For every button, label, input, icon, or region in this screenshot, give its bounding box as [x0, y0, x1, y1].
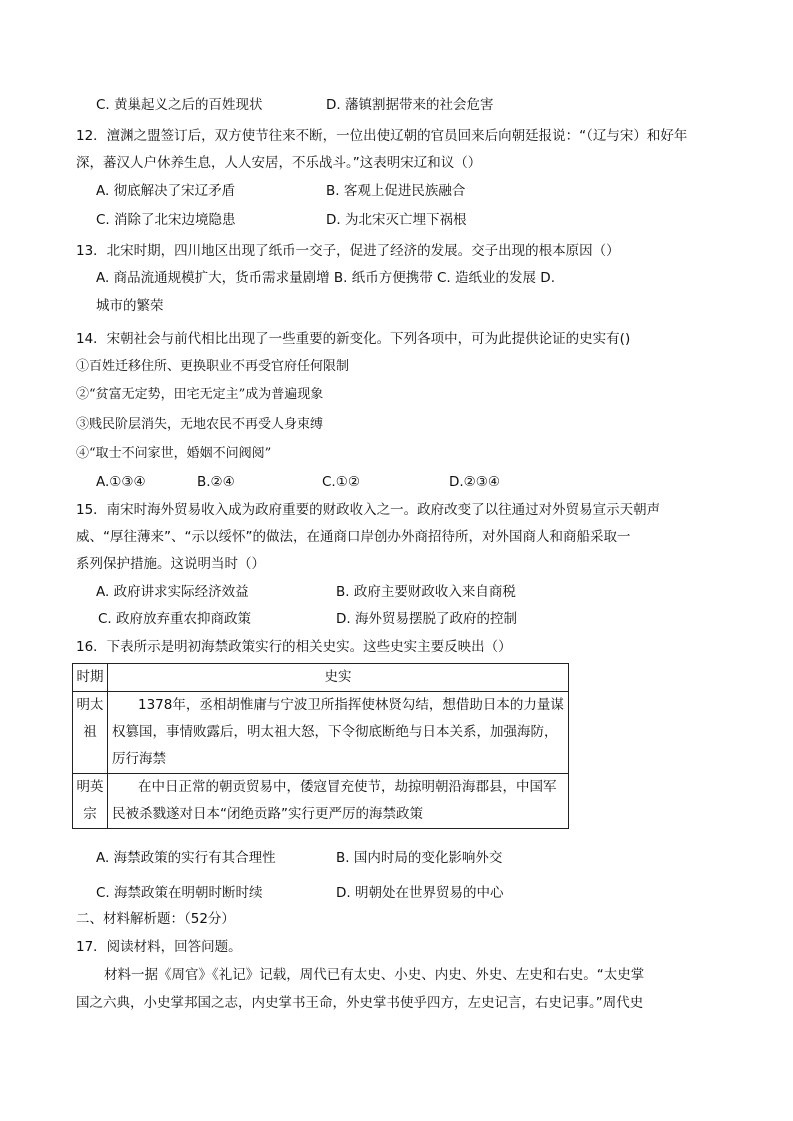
q15-option-d: D. 海外贸易摆脱了政府的控制 — [336, 611, 517, 627]
q14-option-c: C.①② — [322, 474, 360, 490]
q14-option-b: B.②④ — [197, 474, 235, 490]
q14-stem: 14．宋朝社会与前代相比出现了一些重要的新变化。下列各项中，可为此提供论证的史实有() — [76, 331, 631, 347]
q16-option-c: C. 海禁政策在明朝时断时续 — [96, 885, 263, 901]
q14-item-1: ①百姓迁移住所、更换职业不再受官府任何限制 — [76, 359, 350, 374]
q14-option-a: A.①③④ — [96, 474, 146, 490]
table-header-fact: 史实 — [108, 664, 569, 692]
q11-option-c: C. 黄巢起义之后的百姓现状 — [96, 97, 263, 113]
q14-item-3: ③贱民阶层消失，无地农民不再受人身束缚 — [76, 417, 324, 432]
q14-item-4: ④“取士不问家世，婚姻不问阀阅” — [76, 446, 272, 461]
q13-options-continuation: 城市的繁荣 — [96, 298, 164, 314]
table-header-row — [73, 664, 569, 692]
q17-stem: 17．阅读材料，回答问题。 — [76, 939, 242, 955]
q12-stem-line1: 12．澶渊之盟签订后，双方使节往来不断，一位出使辽朝的官员回来后向朝廷报说：“（辽与宋）和好年 — [76, 128, 688, 144]
q13-options-line: A. 商品流通规模扩大，货币需求量剧增 B. 纸币方便携带 C. 造纸业的发展 D. — [96, 270, 555, 286]
q15-option-a: A. 政府讲求实际经济效益 — [96, 584, 249, 600]
q16-option-a: A. 海禁政策的实行有其合理性 — [96, 850, 276, 866]
section2-title: 二、材料解析题：（52分） — [76, 911, 235, 927]
table-cell-period: 明英宗 — [73, 774, 108, 829]
q12-option-a: A. 彻底解决了宋辽矛盾 — [96, 183, 236, 199]
q14-item-2: ②“贫富无定势，田宅无定主”成为普遍现象 — [76, 387, 324, 402]
q15-stem-line1: 15．南宋时海外贸易收入成为政府重要的财政收入之一。政府改变了以往通过对外贸易宣示天朝声 — [76, 502, 661, 518]
table-header-period: 时期 — [73, 664, 108, 692]
table-row — [73, 692, 569, 774]
q12-option-d: D. 为北宋灭亡埋下祸根 — [326, 212, 467, 228]
q16-option-b: B. 国内时局的变化影响外交 — [336, 850, 503, 866]
q15-option-c: C. 政府放弃重农抑商政策 — [98, 611, 252, 627]
table-cell-period: 明太祖 — [73, 692, 108, 774]
table-cell-fact: 1378年，丞相胡惟庸与宁波卫所指挥使林贤勾结，想借助日本的力量谋权篡国，事情败露后，明太祖大怒，下令彻底断绝与日本关系，加强海防，厉行海禁 — [108, 692, 569, 774]
q15-stem-line2: 威、“厚往薄来”、“示以绥怀”的做法，在通商口岸创办外商招待所，对外国商人和商船采取一 — [76, 529, 631, 545]
q11-option-d: D. 藩镇割据带来的社会危害 — [326, 97, 494, 113]
q12-option-c: C. 消除了北宋边境隐患 — [96, 212, 236, 228]
q15-option-b: B. 政府主要财政收入来自商税 — [336, 584, 516, 600]
q14-option-d: D.②③④ — [449, 474, 500, 490]
q12-stem-line2: 深，蕃汉人户休养生息，人人安居，不乐战斗。”这表明宋辽和议（） — [76, 155, 482, 171]
q16-history-table — [72, 663, 569, 829]
table-row — [73, 774, 569, 829]
q15-stem-line3: 系列保护措施。这说明当时（） — [76, 556, 265, 572]
table-cell-fact: 在中日正常的朝贡贸易中，倭寇冒充使节，劫掠明朝沿海郡县，中国军民被杀戮遂对日本“闭绝贡路”实行更严厉的海禁政策 — [108, 774, 569, 829]
q13-stem: 13．北宋时期，四川地区出现了纸币一交子，促进了经济的发展。交子出现的根本原因（） — [76, 243, 620, 259]
q16-stem: 16．下表所示是明初海禁政策实行的相关史实。这些史实主要反映出（） — [76, 639, 512, 655]
q17-material-line2: 国之六典，小史掌邦国之志，内史掌书王命，外史掌书使乎四方，左史记言，右史记事。”周代史 — [76, 995, 644, 1011]
q17-material-line1: 材料一据《周官》《礼记》记载，周代已有太史、小史、内史、外史、左史和右史。“太史掌 — [104, 967, 645, 983]
q16-option-d: D. 明朝处在世界贸易的中心 — [336, 885, 504, 901]
q12-option-b: B. 客观上促进民族融合 — [326, 183, 466, 199]
